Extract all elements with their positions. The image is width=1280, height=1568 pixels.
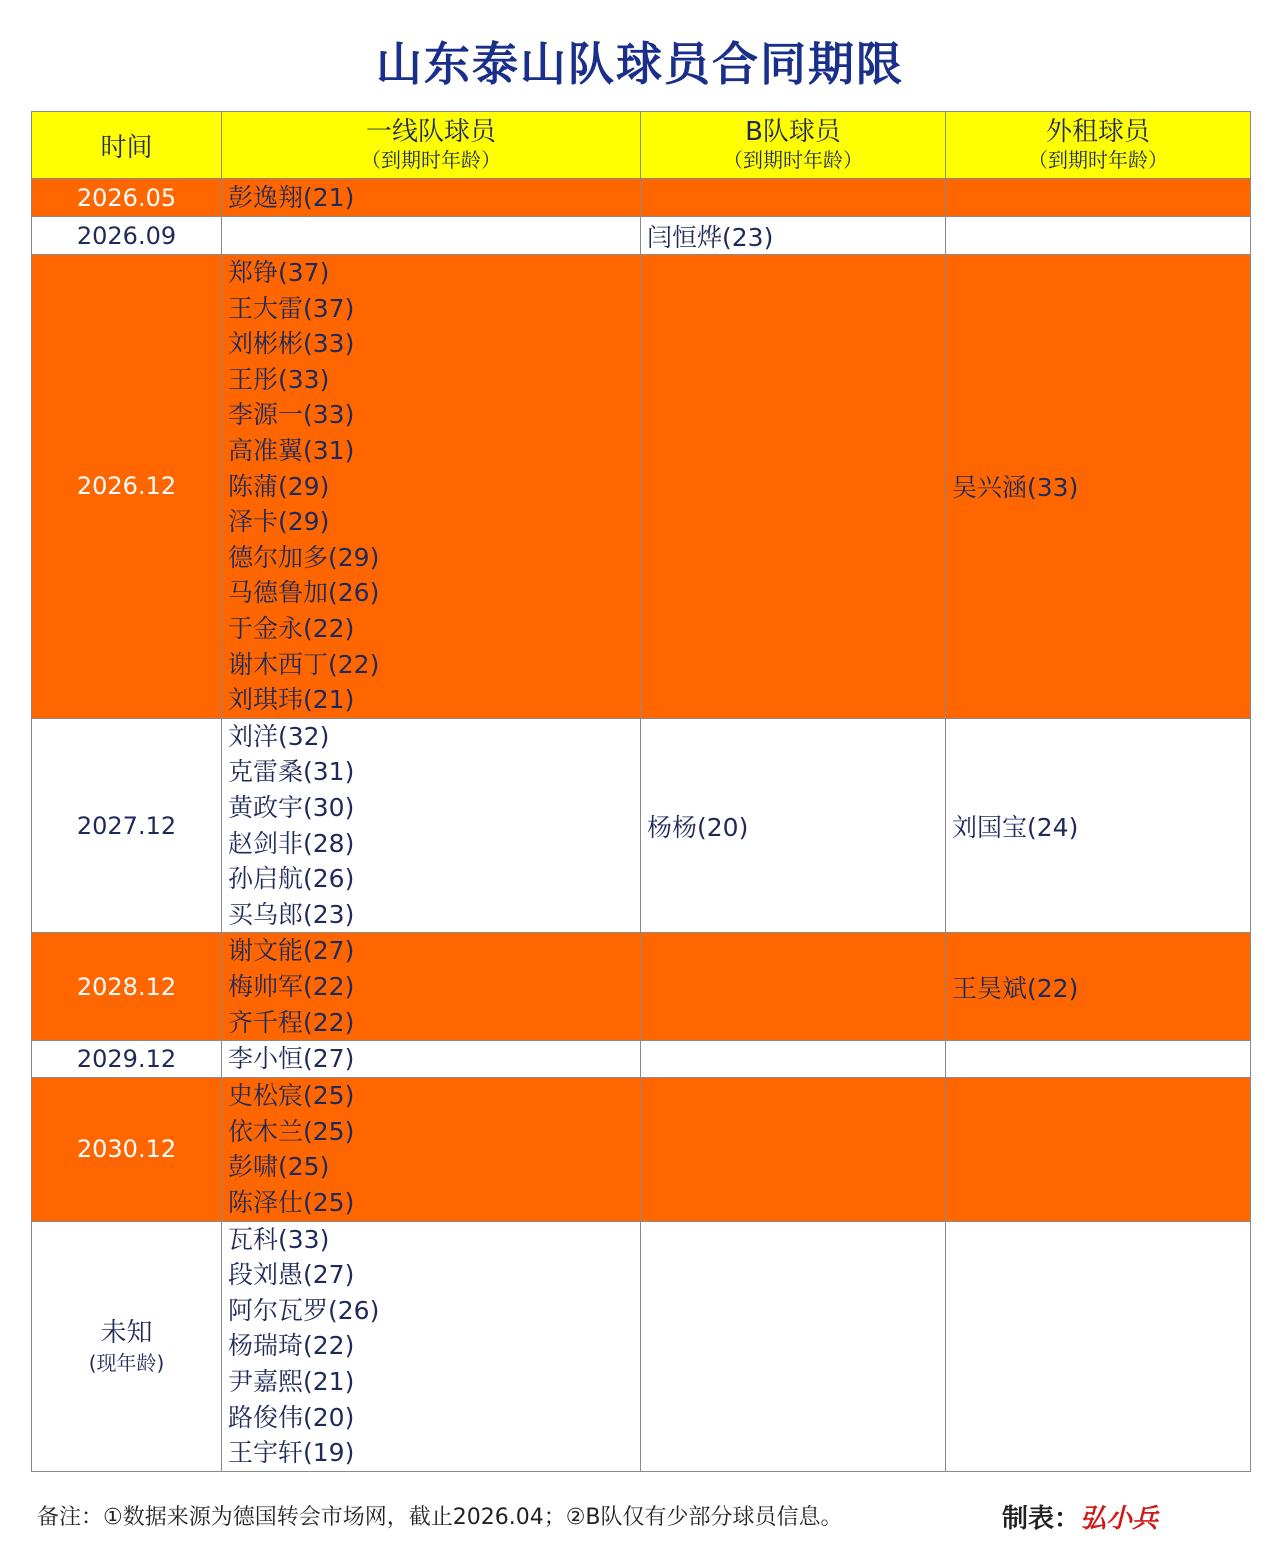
time-cell: [32, 1221, 222, 1471]
player-name: 郑铮(37): [228, 258, 330, 287]
player-name: 泽卡(29): [228, 507, 330, 537]
header-time: 时间: [32, 112, 222, 179]
player-name: 赵剑非(28): [228, 828, 355, 858]
player-name: 刘琪玮(21): [228, 685, 355, 715]
header-b-team: [641, 112, 946, 179]
player-name: 依木兰(25): [228, 1116, 355, 1146]
loan-cell: [946, 217, 1251, 255]
time-cell: 2029.12: [32, 1041, 222, 1078]
time-unknown-sub: (现年龄): [88, 1351, 165, 1376]
contract-table: [31, 111, 1251, 1472]
b-team-cell: [641, 933, 946, 1041]
time-cell: 2030.12: [32, 1078, 222, 1221]
player-name: 于金永(22): [228, 613, 355, 643]
loan-cell: 王昊斌(22): [946, 933, 1251, 1041]
loan-cell: [946, 1221, 1251, 1471]
first-team-cell: [222, 255, 641, 719]
header-first-team-sub: （到期时年龄）: [361, 148, 501, 172]
player-name: 刘彬彬(33): [228, 329, 355, 359]
player-name: 陈蒲(29): [228, 471, 330, 501]
player-name: 杨瑞琦(22): [228, 1331, 355, 1361]
b-team-cell: [641, 255, 946, 719]
player-name: 王彤(33): [228, 364, 330, 394]
first-team-cell: [222, 1041, 641, 1078]
table-row: [32, 179, 1251, 217]
player-name: 瓦科(33): [228, 1224, 330, 1254]
player-name: 彭啸(25): [228, 1152, 330, 1182]
player-name: 黄政宇(30): [228, 792, 355, 822]
header-row: [32, 112, 1251, 179]
player-name: 李源一(33): [228, 400, 355, 430]
player-name: 路俊伟(20): [228, 1402, 355, 1432]
header-b-team-label: B队球员: [745, 117, 841, 147]
time-unknown: 未知: [100, 1318, 153, 1349]
loan-cell: 刘国宝(24): [946, 718, 1251, 933]
loan-cell: [946, 179, 1251, 217]
b-team-cell: [641, 179, 946, 217]
header-loan-label: 外租球员: [1045, 117, 1150, 147]
first-team-cell: [222, 1221, 641, 1471]
time-cell: 2026.12: [32, 255, 222, 719]
loan-cell: [946, 1078, 1251, 1221]
page-title: 山东泰山队球员合同期限: [376, 37, 904, 91]
b-team-cell: [641, 1041, 946, 1078]
player-name: 段刘愚(27): [228, 1260, 355, 1290]
time-cell: 2026.09: [32, 217, 222, 255]
player-name: 谢木西丁(22): [228, 649, 380, 679]
table-row: [32, 217, 1251, 255]
footnote: 备注：①数据来源为德国转会市场网，截止2026.04；②B队仅有少部分球员信息。: [37, 1505, 843, 1530]
player-name: 高准翼(31): [228, 435, 355, 465]
player-name: 孙启航(26): [228, 864, 355, 894]
first-team-cell: [222, 217, 641, 255]
first-team-cell: [222, 718, 641, 933]
table-row: [32, 255, 1251, 719]
player-name: 王宇轩(19): [228, 1438, 355, 1468]
player-name: 梅帅军(22): [228, 971, 355, 1001]
maker-signature: 弘小兵: [1080, 1504, 1159, 1534]
table-row: [32, 933, 1251, 1041]
table-row: [32, 1078, 1251, 1221]
header-b-team-sub: （到期时年龄）: [723, 148, 863, 172]
player-name: 史松宸(25): [228, 1081, 355, 1111]
player-name: 王大雷(37): [228, 293, 355, 323]
b-team-cell: [641, 1078, 946, 1221]
first-team-cell: [222, 933, 641, 1041]
player-name: 阿尔瓦罗(26): [228, 1295, 380, 1325]
header-first-team: [222, 112, 641, 179]
first-team-cell: [222, 1078, 641, 1221]
player-name: 马德鲁加(26): [228, 578, 380, 608]
table-row: [32, 718, 1251, 933]
player-name: 李小恒(27): [228, 1044, 355, 1074]
time-cell: 2026.05: [32, 179, 222, 217]
loan-cell: 吴兴涵(33): [946, 255, 1251, 719]
time-cell: 2028.12: [32, 933, 222, 1041]
player-name: 克雷桑(31): [228, 757, 355, 787]
player-name: 买乌郎(23): [228, 899, 355, 929]
loan-cell: [946, 1041, 1251, 1078]
maker-credit: [1002, 1498, 1158, 1535]
header-first-team-label: 一线队球员: [365, 117, 496, 147]
first-team-cell: [222, 179, 641, 217]
b-team-cell: 闫恒烨(23): [641, 217, 946, 255]
time-cell: 2027.12: [32, 718, 222, 933]
player-name: 齐千程(22): [228, 1007, 355, 1037]
maker-label: 制表：: [1002, 1504, 1081, 1534]
b-team-cell: 杨杨(20): [641, 718, 946, 933]
player-name: 尹嘉熙(21): [228, 1367, 355, 1397]
player-name: 谢文能(27): [228, 936, 355, 966]
player-name: 刘洋(32): [228, 721, 330, 751]
table-row: [32, 1041, 1251, 1078]
table-row: [32, 1221, 1251, 1471]
player-name: 陈泽仕(25): [228, 1188, 355, 1218]
player-name: 德尔加多(29): [228, 542, 380, 572]
b-team-cell: [641, 1221, 946, 1471]
player-name: 彭逸翔(21): [228, 182, 355, 212]
header-loan-sub: （到期时年龄）: [1028, 148, 1168, 172]
header-loan: [946, 112, 1251, 179]
